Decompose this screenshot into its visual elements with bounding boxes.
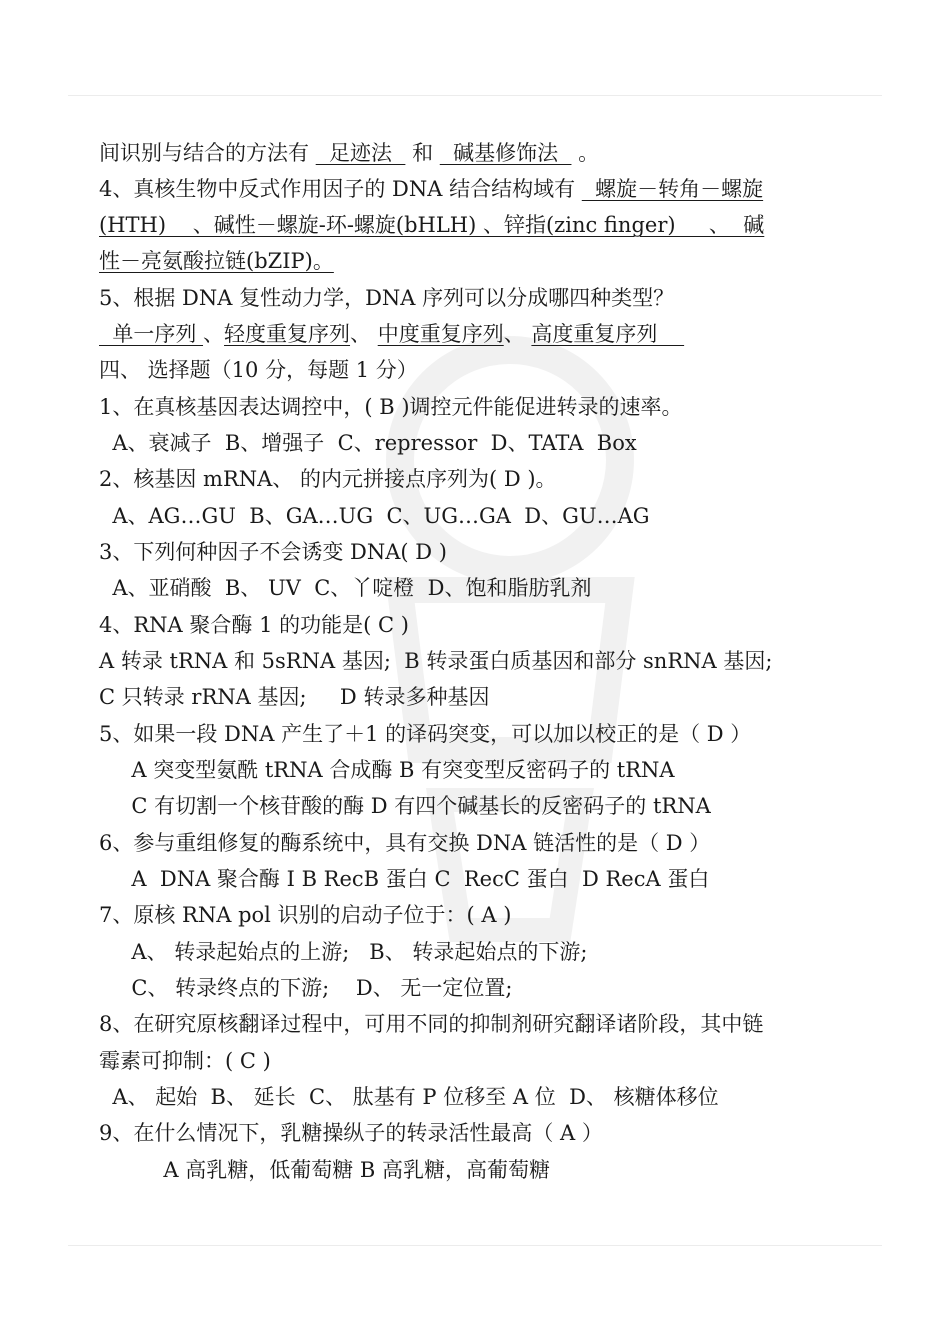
question-5-options-b: C 有切割一个核苷酸的酶 D 有四个碱基长的反密码子的 tRNA	[118, 794, 711, 818]
question-2: 2、核基因 mRNA、 的内元拼接点序列为( D )。	[99, 467, 557, 491]
question-9: 9、在什么情况下，乳糖操纵子的转录活性最高（ A ）	[99, 1121, 603, 1145]
text-line-4: 性－亮氨酸拉链(bZIP)。	[99, 249, 334, 273]
question-7-options-a: A、 转录起始点的上游; B、 转录起始点的下游;	[118, 940, 588, 964]
section-heading: 四、 选择题（10 分，每题 1 分）	[99, 358, 418, 382]
page-top-rule	[68, 95, 882, 96]
question-8-options: A、 起始 B、 延长 C、 肽基有 P 位移至 A 位 D、 核糖体移位	[99, 1085, 719, 1109]
question-5-options-a: A 突变型氨酰 tRNA 合成酶 B 有突变型反密码子的 tRNA	[118, 758, 675, 782]
question-2-options: A、AG…GU B、GA…UG C、UG…GA D、GU…AG	[99, 504, 650, 528]
question-7-options-b: C、 转录终点的下游; D、 无一定位置;	[118, 976, 513, 1000]
question-8: 8、在研究原核翻译过程中，可用不同的抑制剂研究翻译诸阶段，其中链	[99, 1012, 764, 1036]
question-3-options: A、亚硝酸 B、 UV C、丫啶橙 D、饱和脂肪乳剂	[99, 576, 592, 600]
text-line-3: (HTH) 、碱性－螺旋-环-螺旋(bHLH) 、锌指(zinc finger) 、 碱	[99, 213, 765, 237]
question-3: 3、下列何种因子不会诱变 DNA( D )	[99, 540, 447, 564]
text-line-6: 单一序列 、轻度重复序列、 中度重复序列、 高度重复序列	[99, 322, 685, 346]
text-line-2: 4、真核生物中反式作用因子的 DNA 结合结构域有 螺旋－转角－螺旋	[99, 177, 764, 201]
question-9-options: A 高乳糖，低葡萄糖 B 高乳糖，高葡萄糖	[150, 1158, 550, 1182]
text-line-1: 间识别与结合的方法有 足迹法 和 碱基修饰法 。	[99, 141, 600, 165]
question-1: 1、在真核基因表达调控中，( B )调控元件能促进转录的速率。	[99, 395, 683, 419]
question-5: 5、如果一段 DNA 产生了＋1 的译码突变，可以加以校正的是（ D ）	[99, 722, 752, 746]
question-6-options: A DNA 聚合酶 I B RecB 蛋白 C RecC 蛋白 D RecA 蛋白	[118, 867, 710, 891]
text-line-5: 5、根据 DNA 复性动力学，DNA 序列可以分成哪四种类型？	[99, 286, 675, 310]
page-bottom-rule	[68, 1245, 882, 1246]
question-7: 7、原核 RNA pol 识别的启动子位于：( A )	[99, 903, 512, 927]
question-4-options-a: A 转录 tRNA 和 5sRNA 基因; B 转录蛋白质基因和部分 snRNA 基因;	[99, 649, 773, 673]
question-8-cont: 霉素可抑制：( C )	[99, 1049, 271, 1073]
question-4-options-b: C 只转录 rRNA 基因; D 转录多种基因	[99, 685, 490, 709]
question-4: 4、RNA 聚合酶 1 的功能是( C )	[99, 613, 409, 637]
question-6: 6、参与重组修复的酶系统中，具有交换 DNA 链活性的是（ D ）	[99, 831, 711, 855]
question-1-options: A、衰减子 B、增强子 C、repressor D、TATA Box	[99, 431, 637, 455]
